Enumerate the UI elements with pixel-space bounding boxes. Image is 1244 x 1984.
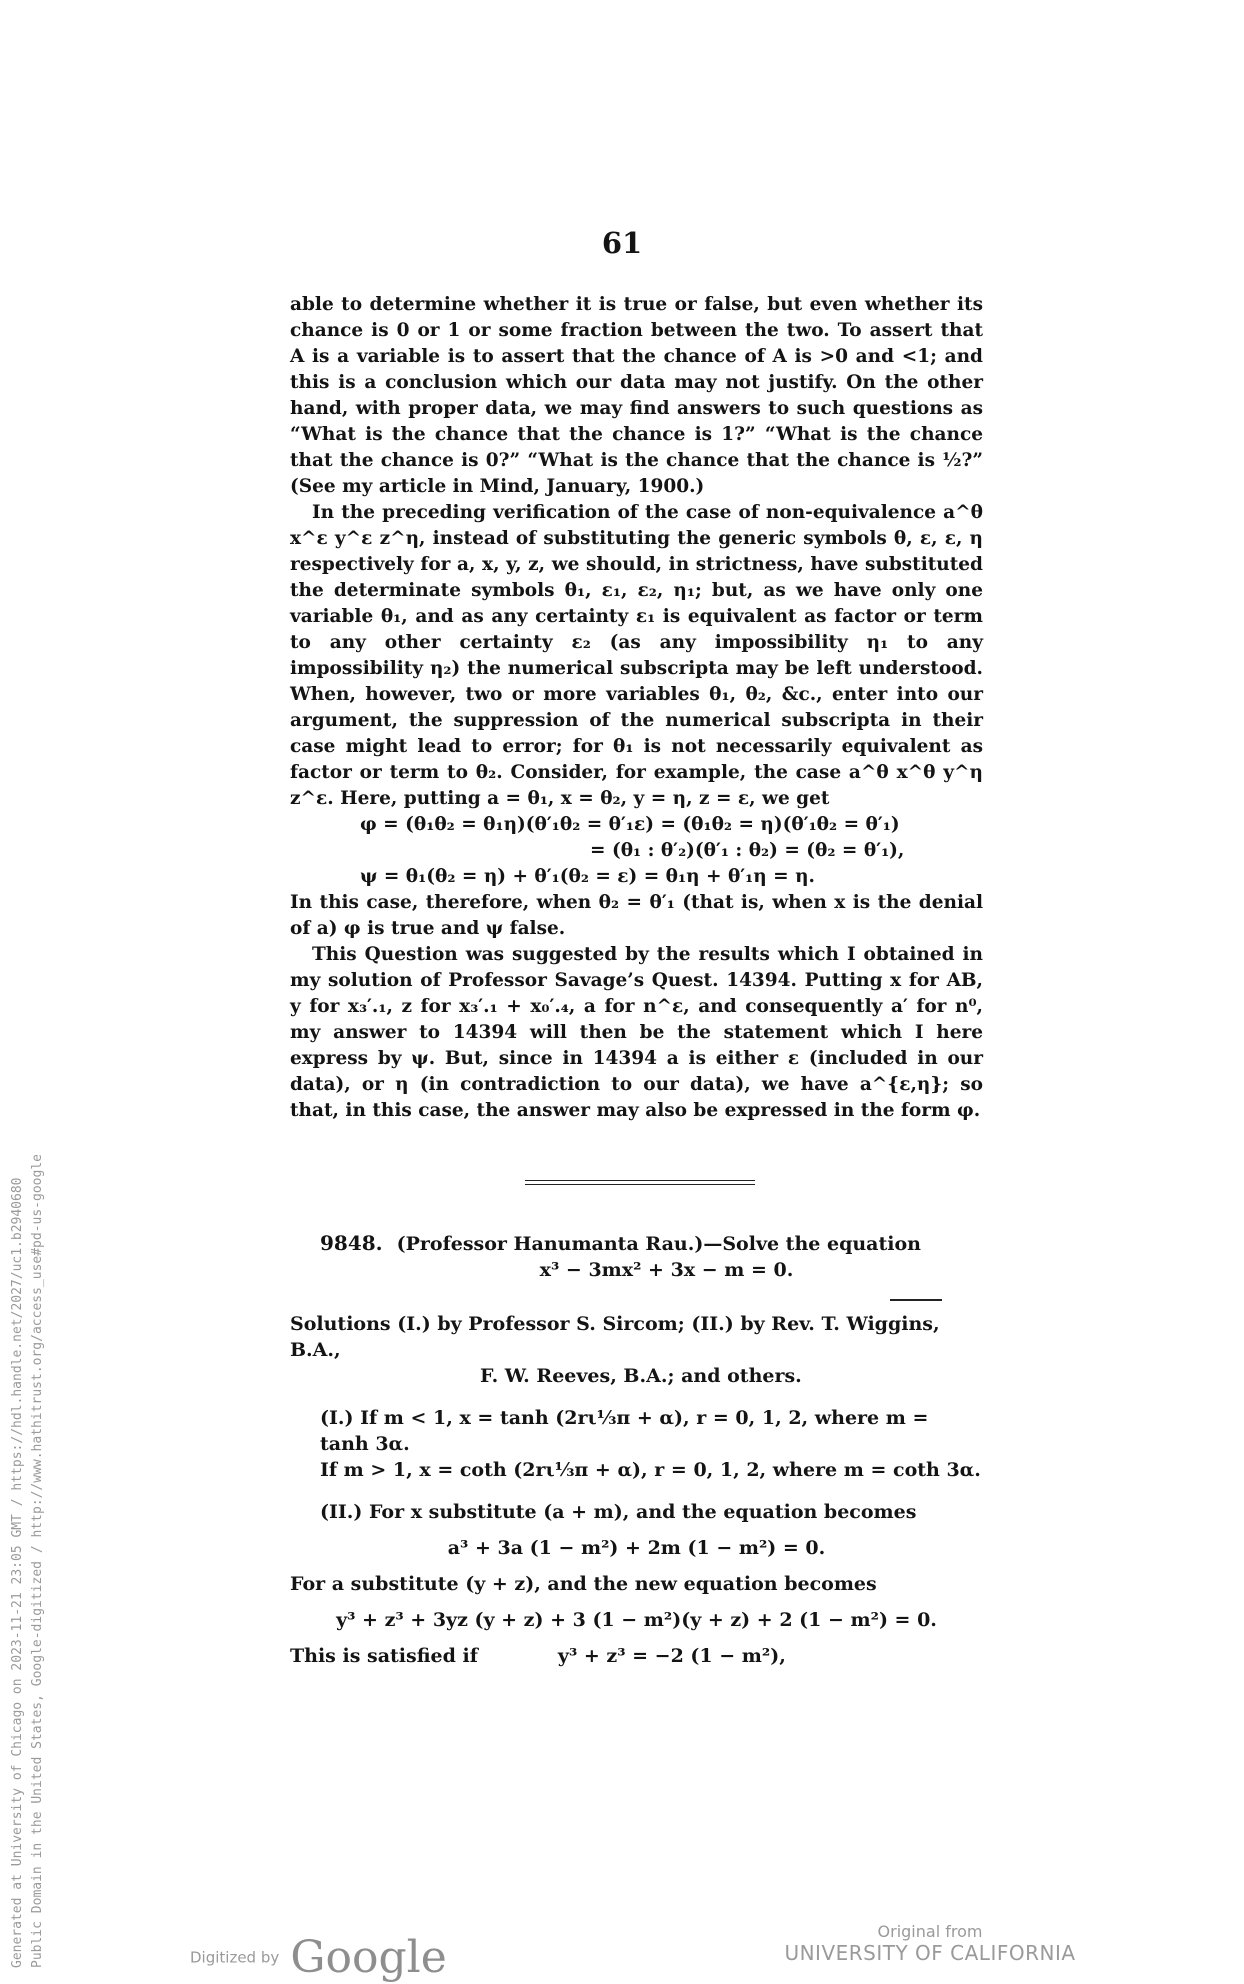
solution-1-line-1: (I.) If m < 1, x = tanh (2rι⅓π + α), r = 0, 1, 2, where m = tanh 3α. bbox=[320, 1407, 929, 1455]
watermark-line-1: Generated at University of Chicago on 2023-11-21 23:05 GMT / https://hdl.handle.net/2027/uc1.b2940680 bbox=[10, 1177, 25, 1968]
digitized-by-label: Digitized by bbox=[190, 1948, 280, 1967]
original-from bbox=[780, 1922, 1080, 1965]
main-text-column bbox=[290, 292, 983, 1124]
original-from-label: Original from bbox=[877, 1922, 983, 1941]
solution-1-line-2: If m > 1, x = coth (2rι⅓π + α), r = 0, 1, 2, where m = coth 3α. bbox=[320, 1459, 981, 1481]
equation-psi: ψ = θ₁(θ₂ = η) + θ′₁(θ₂ = ε) = θ₁η + θ′₁η = η. bbox=[360, 866, 816, 887]
solution-2-equation-3: y³ + z³ = −2 (1 − m²), bbox=[557, 1645, 786, 1667]
solution-2-equation-1: a³ + 3a (1 − m²) + 2m (1 − m²) = 0. bbox=[447, 1537, 826, 1559]
solution-2-line-3-text: This is satisfied if bbox=[290, 1645, 478, 1667]
google-logo: Google bbox=[290, 1932, 447, 1983]
paragraph-continuation: able to determine whether it is true or false, but even whether its chance is 0 or 1 or some fraction between the two. To assert that A is a variable is to assert that the chance of A is >0 and <1; and this is a conclusion which our data may not justify. On the other hand, with proper data, we may find answers to such questions as “What is the chance that the chance is 1?” “What is the chance that the chance is 0?” “What is the chance that the chance is ½?” (See my article in Mind, January, 1900.) bbox=[290, 294, 983, 497]
watermark-line-2: Public Domain in the United States, Google-digitized / http://www.hathitrust.org/access_use#pd-us-google bbox=[30, 1154, 45, 1968]
question-number: 9848. bbox=[320, 1231, 383, 1255]
paragraph-conclusion: In this case, therefore, when θ₂ = θ′₁ (that is, when x is the denial of a) φ is true and ψ false. bbox=[290, 892, 983, 939]
paragraph-origin: This Question was suggested by the results which I obtained in my solution of Professor Savage’s Quest. 14394. Putting x for AB, y for x₃′.₁, z for x₃′.₁ + x₀′.₄, a for n^ε, and consequently a′ for n⁰, my answer to 14394 will then be the statement which I here express by ψ. But, since in 14394 a is either ε (included in our data), or η (in contradiction to our data), we have a^{ε,η}; so that, in this case, the answer may also be expressed in the form φ. bbox=[290, 944, 983, 1121]
hathitrust-watermark bbox=[8, 968, 48, 1968]
solution-2-equation-2: y³ + z³ + 3yz (y + z) + 3 (1 − m²)(y + z) + 2 (1 − m²) = 0. bbox=[336, 1609, 937, 1631]
question-proposer: (Professor Hanumanta Rau.)—Solve the equation bbox=[396, 1233, 921, 1255]
page-number: 61 bbox=[601, 226, 643, 260]
section-divider bbox=[525, 1180, 755, 1185]
digitized-by-google bbox=[190, 1932, 447, 1983]
paragraph-verification: In the preceding verification of the case of non-equivalence a^θ x^ε y^ε z^η, instead of substituting the generic symbols θ, ε, ε, η respectively for a, x, y, z, we should, in strictness, have substituted the determinate symbols θ₁, ε₁, ε₂, η₁; but, as we have only one variable θ₁, and as any certainty ε₁ is equivalent as factor or term to any other certainty ε₂ (as any impossibility η₁ to any impossibility η₂) the numerical subscripta may be left understood. When, however, two or more variables θ₁, θ₂, &c., enter into our argument, the suppression of the numerical subscripta in their case might lead to error; for θ₁ is not necessarily equivalent as factor or term to θ₂. Consider, for example, the case a^θ x^θ y^η z^ε. Here, putting a = θ₁, x = θ₂, y = η, z = ε, we get bbox=[290, 502, 983, 809]
equation-phi-continued: = (θ₁ : θ′₂)(θ′₁ : θ₂) = (θ₂ = θ′₁), bbox=[590, 840, 905, 861]
short-divider bbox=[890, 1299, 942, 1301]
solution-2-line-1: (II.) For x substitute (a + m), and the equation becomes bbox=[320, 1501, 917, 1523]
equation-phi: φ = (θ₁θ₂ = θ₁η)(θ′₁θ₂ = θ′₁ε) = (θ₁θ₂ = η)(θ′₁θ₂ = θ′₁) bbox=[360, 814, 900, 835]
question-9848 bbox=[290, 1230, 983, 1669]
question-equation: x³ − 3mx² + 3x − m = 0. bbox=[539, 1259, 794, 1281]
solution-2-line-3 bbox=[290, 1643, 983, 1669]
solution-2-line-2: For a substitute (y + z), and the new equation becomes bbox=[290, 1573, 877, 1595]
solutions-heading-continued: F. W. Reeves, B.A.; and others. bbox=[480, 1365, 802, 1387]
solutions-heading: Solutions (I.) by Professor S. Sircom; (II.) by Rev. T. Wiggins, B.A., bbox=[290, 1313, 940, 1361]
university-name: UNIVERSITY OF CALIFORNIA bbox=[784, 1941, 1076, 1965]
question-header bbox=[290, 1230, 983, 1257]
